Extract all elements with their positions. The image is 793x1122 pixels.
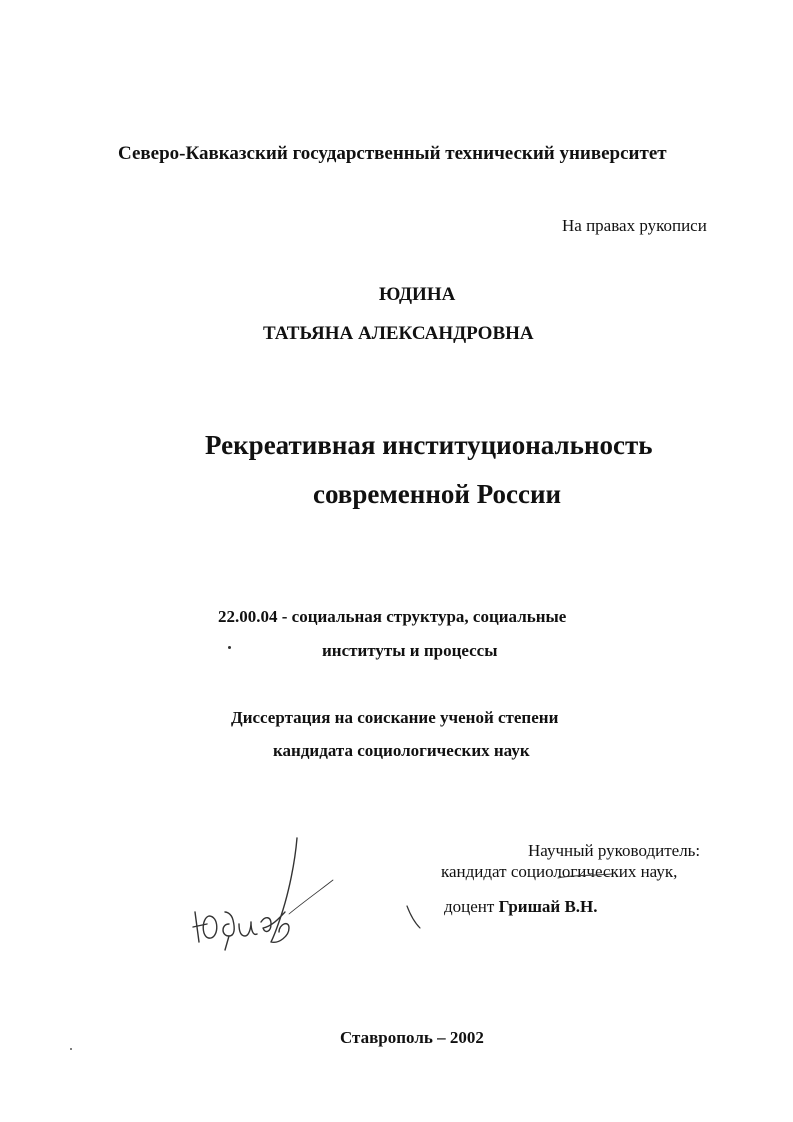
pen-correction	[556, 872, 614, 882]
scan-speck	[70, 1048, 72, 1050]
degree-statement-line-1: Диссертация на соискание ученой степени	[231, 708, 559, 727]
advisor-role: Научный руководитель:	[528, 841, 701, 860]
author-signature	[185, 832, 345, 954]
specialty-line-2: институты и процессы	[322, 641, 498, 660]
advisor-title: доцент	[444, 897, 495, 916]
university-name: Северо-Кавказский государственный технический университет	[118, 143, 667, 164]
rights-note: На правах рукописи	[562, 216, 707, 235]
author-name: ТАТЬЯНА АЛЕКСАНДРОВНА	[263, 323, 534, 344]
advisor-degree: кандидат социологических наук,	[441, 862, 678, 881]
city-year: Ставрополь – 2002	[340, 1028, 484, 1047]
advisor-line	[444, 897, 598, 917]
degree-statement-line-2: кандидата социологических наук	[273, 741, 530, 760]
pen-mark	[404, 904, 424, 930]
author-surname: ЮДИНА	[379, 284, 456, 305]
dissertation-title-line-2: современной России	[313, 479, 562, 509]
advisor-name: Гришай В.Н.	[498, 897, 598, 916]
dissertation-title-line-1: Рекреативная институциональность	[205, 430, 653, 460]
specialty-line-1: 22.00.04 - социальная структура, социальные	[218, 607, 567, 626]
scan-speck	[228, 646, 231, 649]
